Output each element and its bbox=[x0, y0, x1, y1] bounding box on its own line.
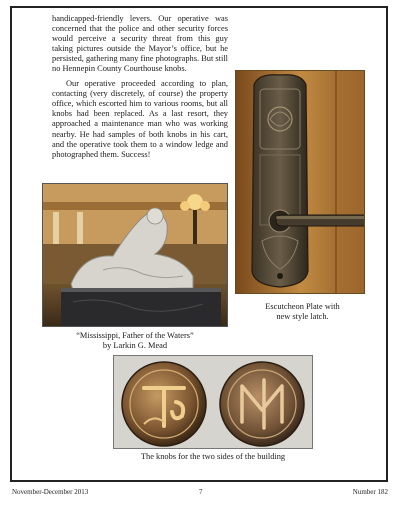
statue-caption bbox=[42, 331, 228, 351]
door-knobs-photo bbox=[113, 355, 313, 449]
article-text bbox=[52, 14, 228, 160]
knobs-caption bbox=[100, 452, 326, 462]
knobs-caption-text: The knobs for the two sides of the building bbox=[140, 452, 286, 461]
footer-page-number: 7 bbox=[199, 488, 203, 496]
door-knobs-illustration bbox=[114, 356, 313, 449]
escutcheon-plate-caption bbox=[240, 302, 365, 322]
footer-issue: November-December 2013 bbox=[12, 488, 89, 496]
statue-caption-line-2: by Larkin G. Mead bbox=[102, 341, 168, 350]
statue-photo bbox=[42, 183, 228, 327]
plate-caption-line-1: Escutcheon Plate with bbox=[265, 302, 340, 311]
statue-illustration bbox=[43, 184, 228, 327]
escutcheon-plate-illustration bbox=[236, 71, 365, 294]
footer-issue-number: Number 182 bbox=[352, 488, 388, 496]
statue-caption-line-1: “Mississippi, Father of the Waters” bbox=[76, 331, 194, 340]
escutcheon-plate-photo bbox=[235, 70, 365, 294]
paragraph-1: handicapped-friendly levers. Our operative was concerned that the police and other security forces would perceive a security threat from this guy taking pictures outside the Mayor’s office, but he persisted, gathering many fine photographs. But still no Hennepin County Courthouse knobs. bbox=[52, 14, 228, 74]
plate-caption-line-2: new style latch. bbox=[276, 312, 329, 321]
paragraph-2: Our operative proceeded according to plan, contacting (very discretely, of course) the property office, which escorted him to various rooms, but all knobs had been replaced. As a last resort, they approached a maintenance man who was working nearby. He had samples of both knobs in his cart, and the operative took them to a window ledge and photographed them. Success! bbox=[52, 79, 228, 159]
